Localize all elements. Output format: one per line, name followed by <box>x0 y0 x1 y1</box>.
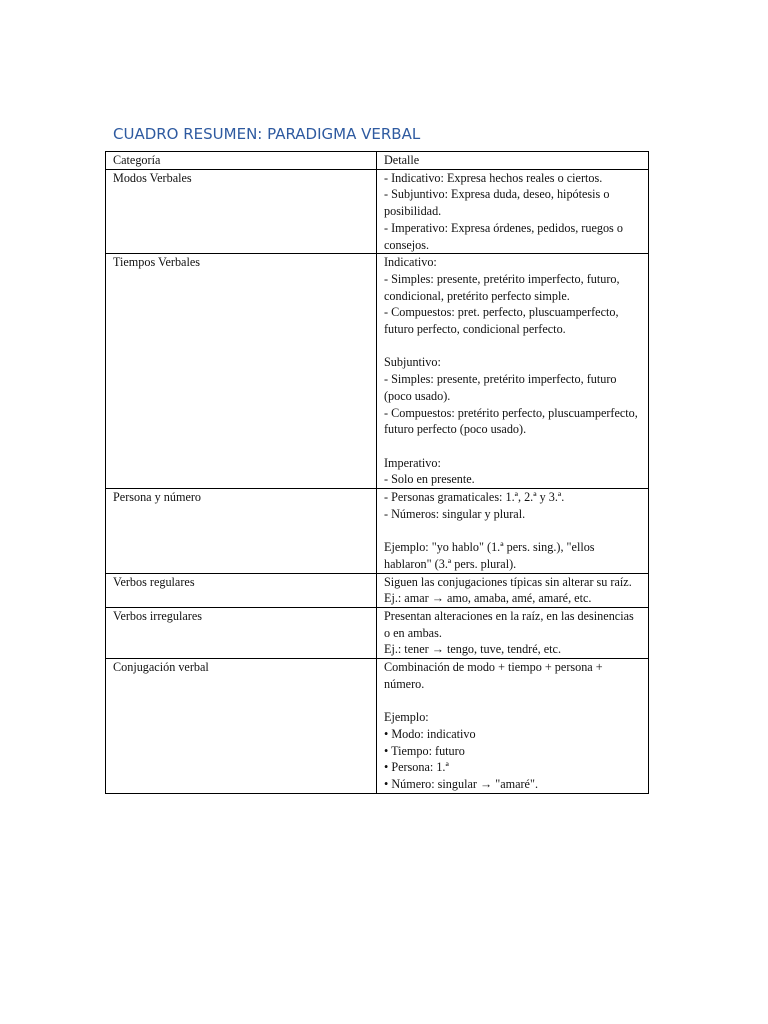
row-category: Verbos regulares <box>106 573 377 607</box>
table-row <box>106 659 649 794</box>
document-page <box>105 125 649 794</box>
row-detail: - Indicativo: Expresa hechos reales o ciertos. - Subjuntivo: Expresa duda, deseo, hipótesis o posibilidad. - Imperativo: Expresa órdenes, pedidos, ruegos o consejos. <box>377 169 649 254</box>
table-row <box>106 607 649 658</box>
table-row <box>106 254 649 489</box>
row-category: Persona y número <box>106 489 377 574</box>
table-header-row <box>106 152 649 170</box>
table-row <box>106 573 649 607</box>
row-detail: Combinación de modo + tiempo + persona + número. Ejemplo: • Modo: indicativo • Tiempo: futuro • Persona: 1.ª • Número: singular → "amaré". <box>377 659 649 794</box>
row-detail: Siguen las conjugaciones típicas sin alterar su raíz. Ej.: amar → amo, amaba, amé, amaré, etc. <box>377 573 649 607</box>
row-category: Conjugación verbal <box>106 659 377 794</box>
row-detail: - Personas gramaticales: 1.ª, 2.ª y 3.ª. - Números: singular y plural. Ejemplo: "yo hablo" (1.ª pers. sing.), "ellos hablaron" (3.ª pers. plural). <box>377 489 649 574</box>
row-detail: Indicativo: - Simples: presente, pretérito imperfecto, futuro, condicional, pretérito perfecto simple. - Compuestos: pret. perfecto, pluscuamperfecto, futuro perfecto, condicional perfecto. Subjuntivo: - Simples: presente, pretérito imperfecto, futuro (poco usado). - Compuestos: pretérito perfecto, pluscuamperfecto, futuro perfecto (poco usado). Imperativo: - Solo en presente. <box>377 254 649 489</box>
header-category: Categoría <box>106 152 377 170</box>
table-row <box>106 169 649 254</box>
row-detail: Presentan alteraciones en la raíz, en las desinencias o en ambas. Ej.: tener → tengo, tuve, tendré, etc. <box>377 607 649 658</box>
table-row <box>106 489 649 574</box>
row-category: Verbos irregulares <box>106 607 377 658</box>
summary-table <box>105 151 649 794</box>
document-title: CUADRO RESUMEN: PARADIGMA VERBAL <box>113 125 421 143</box>
row-category: Modos Verbales <box>106 169 377 254</box>
header-detail: Detalle <box>377 152 649 170</box>
row-category: Tiempos Verbales <box>106 254 377 489</box>
